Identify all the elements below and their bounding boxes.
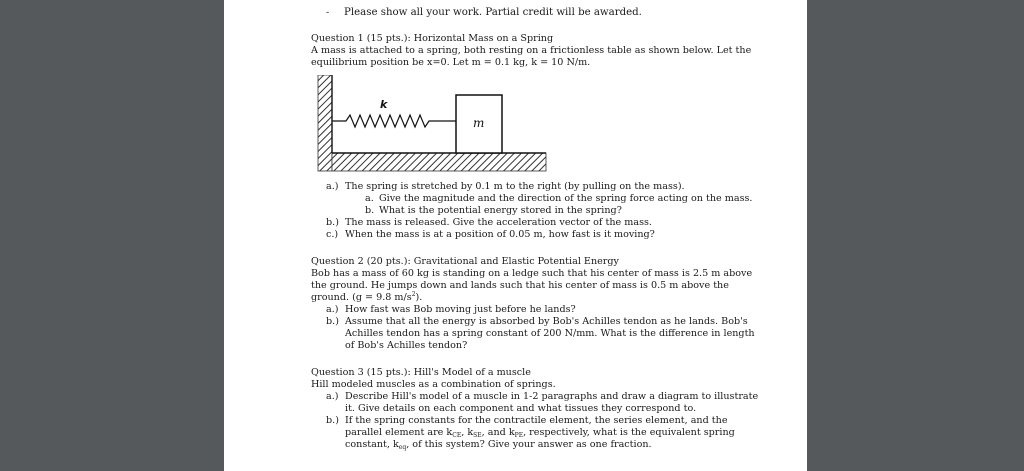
q2-a-label: a.): [326, 304, 339, 315]
q2-title: Question 2 (20 pts.): Gravitational and Elastic Potential Energy: [311, 256, 619, 267]
q1-body-line1: A mass is attached to a spring, both resting on a frictionless table as shown below. Let the: [311, 45, 752, 56]
mass-label: m: [473, 116, 485, 130]
document-page: [224, 0, 807, 471]
q2-body-line2: the ground. He jumps down and lands such that his center of mass is 0.5 m above the: [311, 280, 729, 291]
instruction-text: Please show all your work. Partial credit will be awarded.: [344, 7, 642, 18]
q1-c-text: When the mass is at a position of 0.05 m, how fast is it moving?: [345, 229, 655, 240]
q3-a-text-line2: it. Give details on each component and what tissues they correspond to.: [345, 403, 697, 414]
q1-b-label: b.): [326, 217, 339, 228]
spring: [332, 115, 456, 127]
q2-body-line3: ground. (g = 9.8 $m/s^2$).: [311, 291, 423, 303]
q1-a-ii-text: What is the potential energy stored in the spring?: [379, 205, 622, 216]
q1-title: Question 1 (15 pts.): Horizontal Mass on a Spring: [311, 33, 554, 44]
q3-title: Question 3 (15 pts.): Hill's Model of a muscle: [311, 367, 531, 378]
q3-body-line1: Hill modeled muscles as a combination of springs.: [311, 379, 556, 390]
wall: [318, 75, 332, 171]
q2-a-text: How fast was Bob moving just before he lands?: [345, 304, 576, 315]
q1-a-i-text: Give the magnitude and the direction of the spring force acting on the mass.: [379, 193, 753, 204]
table-surface: [332, 153, 546, 171]
q1-a-text: The spring is stretched by 0.1 m to the right (by pulling on the mass).: [345, 181, 685, 192]
q1-body-line2: equilibrium position be x=0. Let m = 0.1 kg, k = 10 N/m.: [311, 57, 591, 68]
q1-a-i-label: a.: [365, 193, 374, 204]
q2-b-text-line3: of Bob's Achilles tendon?: [345, 340, 468, 351]
q2-b-text-line1: Assume that all the energy is absorbed by Bob's Achilles tendon as he lands. Bob's: [345, 316, 748, 327]
q2-body-line1: Bob has a mass of 60 kg is standing on a ledge such that his center of mass is 2.5 m above: [311, 268, 753, 279]
q3-b-text-line3: constant, $k_{eq}$, of this system? Give your answer as one fraction.: [345, 439, 652, 451]
q1-a-label: a.): [326, 181, 339, 192]
q1-b-text: The mass is released. Give the acceleration vector of the mass.: [345, 217, 652, 228]
q3-a-label: a.): [326, 391, 339, 402]
q1-a-ii-label: b.: [365, 205, 375, 216]
q3-a-text-line1: Describe Hill's model of a muscle in 1-2 paragraphs and draw a diagram to illustrate: [345, 391, 759, 402]
q2-b-text-line2: Achilles tendon has a spring constant of 200 N/mm. What is the difference in length: [345, 328, 755, 339]
q3-b-label: b.): [326, 415, 339, 426]
q1-c-label: c.): [326, 229, 339, 240]
spring-mass-diagram: [316, 75, 548, 173]
q2-b-label: b.): [326, 316, 339, 327]
instruction-bullet: -: [326, 7, 330, 18]
spring-label: k: [380, 98, 388, 111]
q3-b-text-line2: parallel element are $k_{CE}$, $k_{SE}$, and $k_{PE}$, respectively, what is the equivalent spring: [345, 427, 735, 439]
q3-b-text-line1: If the spring constants for the contractile element, the series element, and the: [345, 415, 728, 426]
